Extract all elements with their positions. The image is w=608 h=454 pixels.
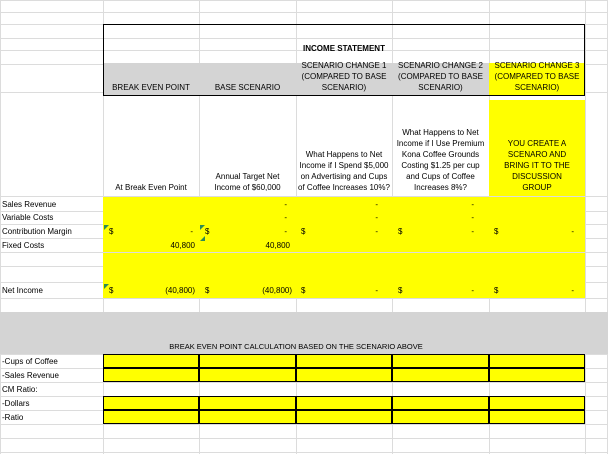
be-cm-value[interactable]: - (190, 227, 193, 236)
col-sub-change-2: What Happens to Net Income if I Use Premium Kona Coffee Grounds Costing $1.25 per cup and Cups of Coffee Increases 8%? (396, 128, 485, 192)
change2-net-dollar: $ (398, 286, 403, 295)
break-even-calculation-title: BREAK EVEN POINT CALCULATION BASED ON THE SCENARIO ABOVE (169, 342, 423, 351)
col-sub-change-3: YOU CREATE A SCENARO AND BRING IT TO THE DISCUSSION GROUP (489, 100, 585, 196)
s2-cell-cups-col3[interactable] (296, 354, 392, 368)
change3-net-dollar: $ (494, 286, 499, 295)
row-label-variable-costs: Variable Costs (2, 213, 54, 222)
row-label-contribution-margin: Contribution Margin (2, 227, 72, 236)
s2-cell-ratio-col1[interactable] (103, 410, 199, 424)
be-net-dollar: $ (109, 286, 114, 295)
s2-cell-ratio-col4[interactable] (392, 410, 489, 424)
s2-label-sales: -Sales Revenue (2, 371, 59, 380)
s2-cell-dollars-col4[interactable] (392, 396, 489, 410)
change3-cm-value[interactable]: - (571, 227, 574, 236)
change1-sales-value[interactable]: - (375, 200, 378, 209)
s2-cell-ratio-col3[interactable] (296, 410, 392, 424)
col-header-change-1: SCENARIO CHANGE 1 (COMPARED TO BASE SCENARIO) (301, 61, 387, 92)
change2-cm-value[interactable]: - (471, 227, 474, 236)
s2-cell-cups-col5[interactable] (489, 354, 585, 368)
s2-cell-ratio-col2[interactable] (199, 410, 296, 424)
base-cm-dollar: $ (205, 227, 210, 236)
base-variable-value[interactable]: - (284, 213, 287, 222)
change1-cm-value[interactable]: - (375, 227, 378, 236)
change2-sales-value[interactable]: - (471, 200, 474, 209)
change3-cm-dollar: $ (494, 227, 499, 236)
change2-variable-value[interactable]: - (471, 213, 474, 222)
col-sub-break-even: At Break Even Point (115, 183, 187, 192)
change1-net-value[interactable]: - (375, 286, 378, 295)
page-title: INCOME STATEMENT (303, 44, 385, 53)
s2-cell-cups-col2[interactable] (199, 354, 296, 368)
s2-cell-dollars-col5[interactable] (489, 396, 585, 410)
col-header-change-2: SCENARIO CHANGE 2 (COMPARED TO BASE SCENARIO) (398, 61, 483, 92)
base-fixed-cost-value[interactable]: 40,800 (265, 241, 290, 250)
row-label-net-income: Net Income (2, 286, 43, 295)
be-net-value[interactable]: (40,800) (165, 286, 195, 295)
s2-cell-cups-col1[interactable] (103, 354, 199, 368)
col-header-base: BASE SCENARIO (214, 83, 281, 92)
s2-cell-dollars-col3[interactable] (296, 396, 392, 410)
col-header-break-even: BREAK EVEN POINT (112, 83, 190, 92)
row-label-sales-revenue: Sales Revenue (2, 200, 57, 209)
s2-cell-sales-col4[interactable] (392, 368, 489, 382)
base-cm-value[interactable]: - (284, 227, 287, 236)
change1-net-dollar: $ (301, 286, 306, 295)
change1-cm-dollar: $ (301, 227, 306, 236)
s2-label-dollars: -Dollars (2, 399, 30, 408)
s2-cell-sales-col5[interactable] (489, 368, 585, 382)
be-cm-dollar: $ (109, 227, 114, 236)
s2-label-cm-ratio: CM Ratio: (2, 385, 38, 394)
col-sub-change-1: What Happens to Net Income if I Spend $5,000 on Advertising and Cups of Coffee Increases 10%? (298, 150, 390, 192)
be-fixed-cost-value[interactable]: 40,800 (170, 241, 195, 250)
base-net-dollar: $ (205, 286, 210, 295)
s2-label-cups: -Cups of Coffee (2, 357, 58, 366)
s2-cell-ratio-col5[interactable] (489, 410, 585, 424)
s2-cell-sales-col2[interactable] (199, 368, 296, 382)
s2-cell-cups-col4[interactable] (392, 354, 489, 368)
s2-cell-sales-col3[interactable] (296, 368, 392, 382)
s2-cell-dollars-col2[interactable] (199, 396, 296, 410)
row-label-fixed-costs: Fixed Costs (2, 241, 45, 250)
s2-cell-sales-col1[interactable] (103, 368, 199, 382)
col-header-change-3: SCENARIO CHANGE 3 (COMPARED TO BASE SCENARIO) (494, 61, 580, 92)
s2-cell-dollars-col1[interactable] (103, 396, 199, 410)
change2-net-value[interactable]: - (471, 286, 474, 295)
base-net-value[interactable]: (40,800) (262, 286, 292, 295)
change1-variable-value[interactable]: - (375, 213, 378, 222)
base-sales-value[interactable]: - (284, 200, 287, 209)
col-sub-base: Annual Target Net Income of $60,000 (214, 172, 281, 192)
change2-cm-dollar: $ (398, 227, 403, 236)
s2-label-ratio: -Ratio (2, 413, 24, 422)
change3-net-value[interactable]: - (571, 286, 574, 295)
